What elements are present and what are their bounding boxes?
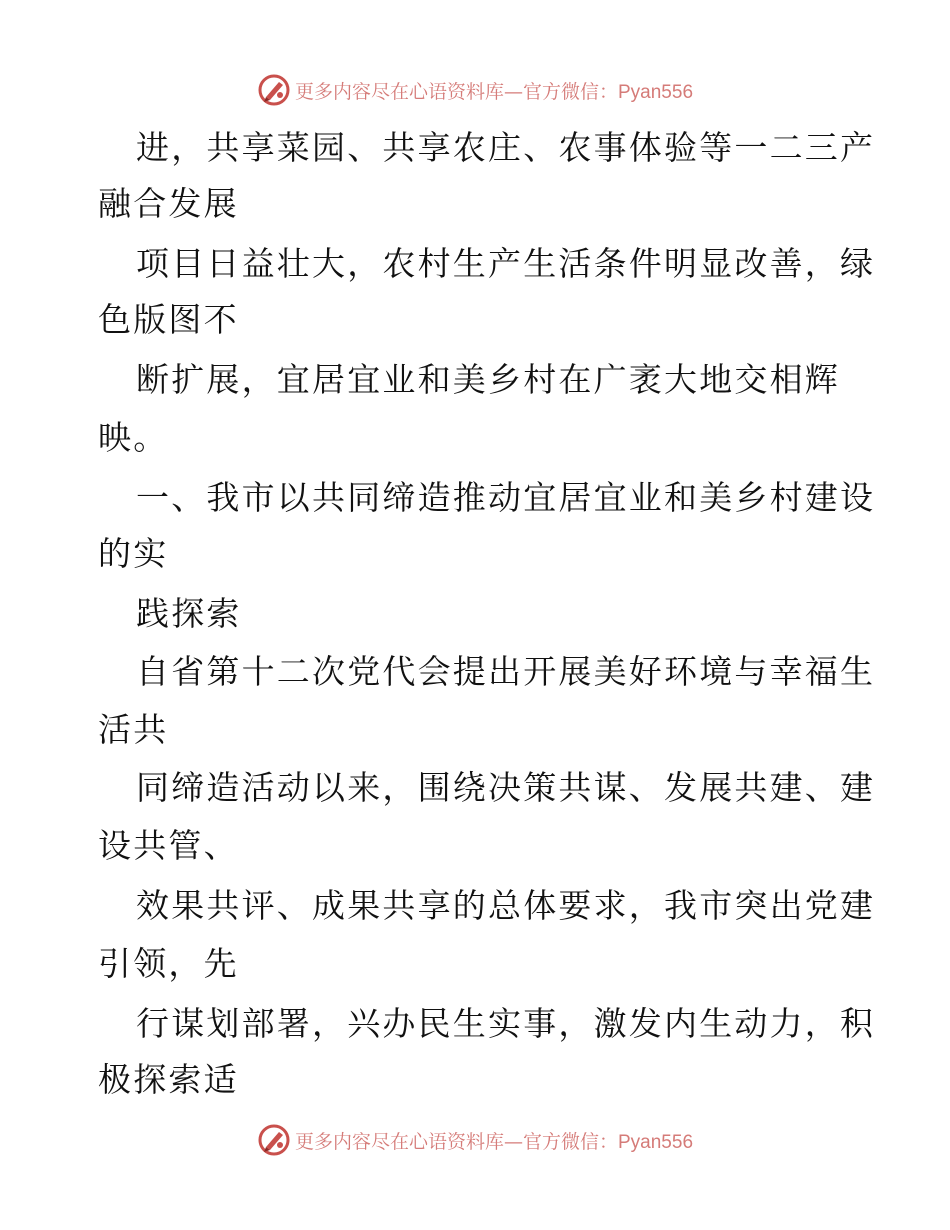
pen-seal-icon (257, 73, 291, 107)
body-line: 项目日益壮大，农村生产生活条件明显改善，绿 (136, 244, 876, 283)
watermark-text-cn: 更多内容尽在心语资料库—官方微信： (294, 1130, 618, 1153)
body-line: 活共 (98, 710, 169, 749)
body-line: 自省第十二次党代会提出开展美好环境与幸福生 (136, 652, 876, 691)
watermark-text (295, 1127, 693, 1154)
header-watermark (0, 72, 950, 108)
pen-seal-icon (257, 1123, 291, 1157)
body-line: 行谋划部署，兴办民生实事，激发内生动力，积 (136, 1004, 876, 1043)
body-line: 进，共享菜园、共享农庄、农事体验等一二三产 (136, 128, 876, 167)
section-heading: 一、我市以共同缔造推动宜居宜业和美乡村建设 (136, 478, 876, 517)
body-line: 映。 (98, 418, 169, 457)
body-line: 融合发展 (98, 184, 239, 223)
section-heading-continued: 的实 (98, 534, 169, 573)
watermark-wechat-id: Pyan556 (618, 81, 694, 103)
section-heading-continued: 践探索 (136, 594, 242, 633)
watermark-group (257, 73, 693, 107)
body-line: 设共管、 (98, 826, 239, 865)
watermark-text (295, 77, 693, 104)
footer-watermark (0, 1122, 950, 1158)
body-line: 同缔造活动以来，围绕决策共谋、发展共建、建 (136, 768, 876, 807)
body-line: 引领，先 (98, 944, 239, 983)
watermark-wechat-id: Pyan556 (618, 1131, 694, 1153)
body-line: 效果共评、成果共享的总体要求，我市突出党建 (136, 886, 876, 925)
body-line: 断扩展，宜居宜业和美乡村在广袤大地交相辉 (136, 360, 840, 399)
watermark-group (257, 1123, 693, 1157)
watermark-text-cn: 更多内容尽在心语资料库—官方微信： (294, 80, 618, 103)
body-line: 极探索适 (98, 1060, 239, 1099)
body-line: 色版图不 (98, 300, 239, 339)
